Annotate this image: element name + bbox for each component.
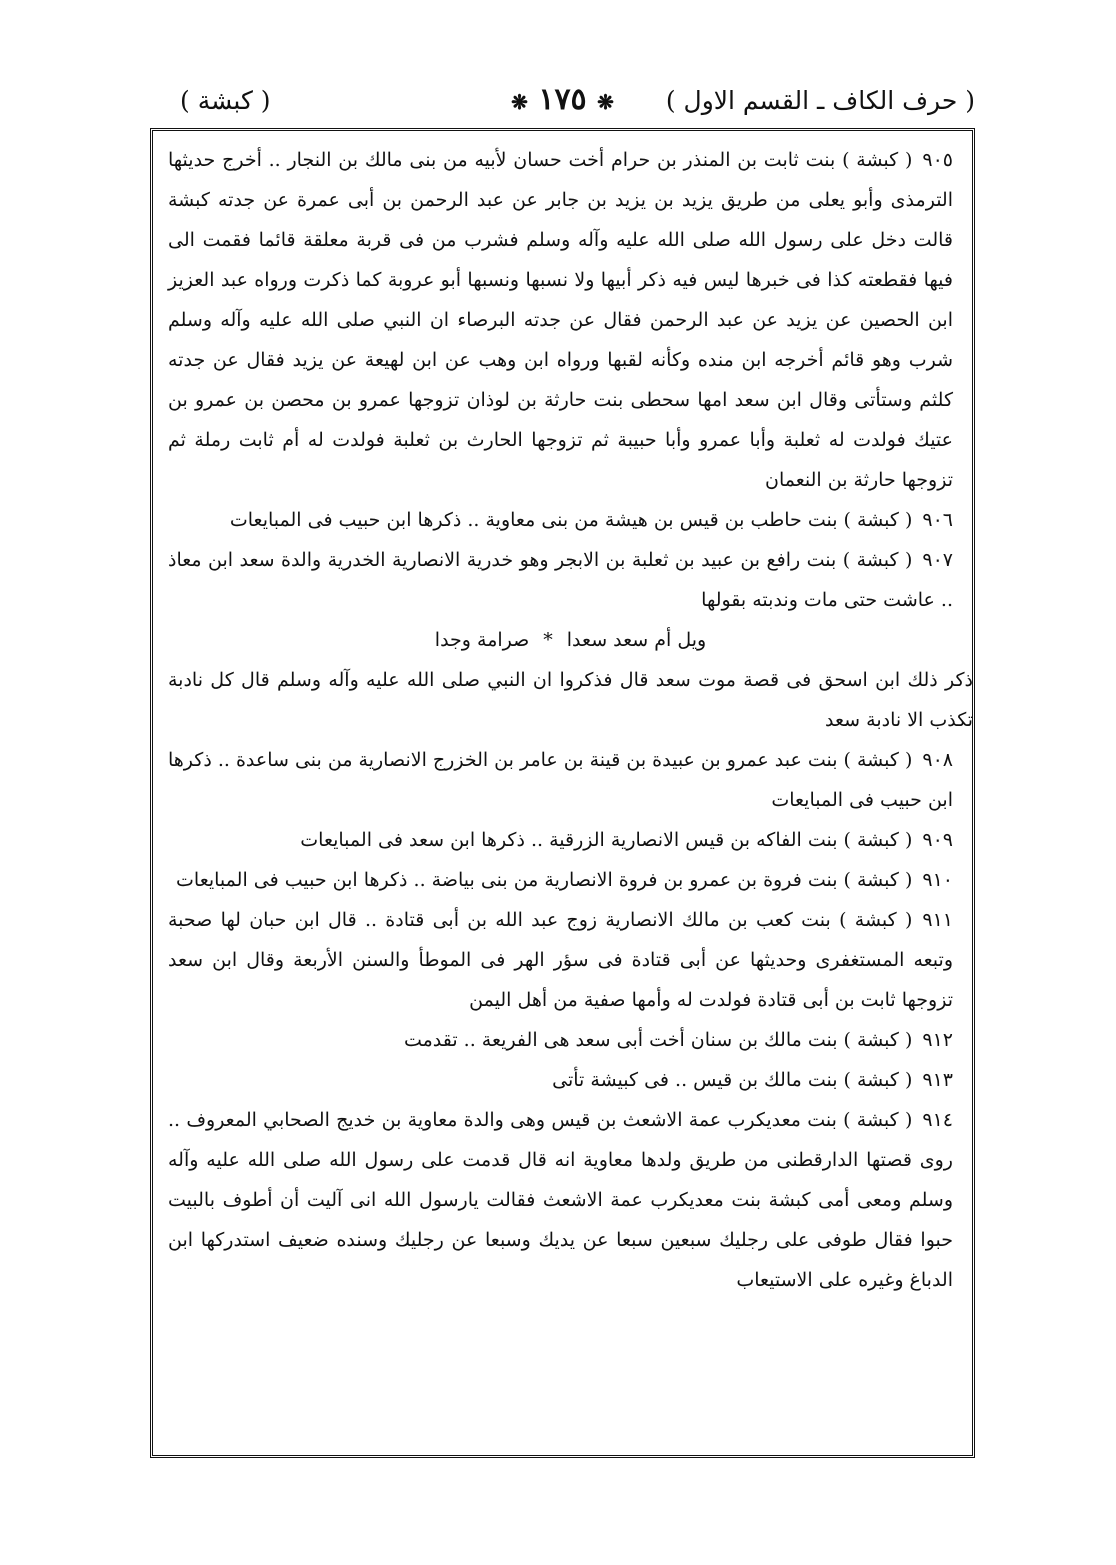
entry-number: ٩٠٩ (922, 829, 953, 851)
entry-907-continuation (168, 660, 973, 740)
entry-text: ( كبشة ) بنت مالك بن قيس .. فى كبيشة تأتى (552, 1069, 913, 1091)
entry-number: ٩١٢ (922, 1029, 953, 1051)
entry-905 (168, 140, 973, 500)
entry-number: ٩١٠ (922, 869, 953, 891)
entry-908 (168, 740, 973, 820)
page-number: ❋ ١٧٥ ❋ (511, 82, 614, 117)
section-title: ( حرف الكاف ـ القسم الاول ) (665, 86, 975, 115)
entry-text: ذكر ذلك ابن اسحق فى قصة موت سعد قال فذكروا ان النبي صلى الله عليه وآله وسلم قال كل نادبة تكذب الا نادبة سعد (168, 669, 973, 731)
entry-913 (168, 1060, 973, 1100)
entry-text: ( كبشة ) بنت حاطب بن قيس بن هيشة من بنى معاوية .. ذكرها ابن حبيب فى المبايعات (229, 509, 913, 531)
entry-number: ٩٠٧ (922, 549, 953, 571)
main-text (168, 140, 973, 1300)
entry-number: ٩٠٦ (922, 509, 953, 531)
page-header (150, 78, 975, 128)
entry-number: ٩١٣ (922, 1069, 953, 1091)
page-number-value: ١٧٥ (538, 82, 587, 117)
entry-text: ( كبشة ) بنت كعب بن مالك الانصارية زوج عبد الله بن أبى قتادة .. قال ابن حبان لها صحبة وتبعه المستغفرى وحديثها عن أبى قتادة فى سؤر الهر فى الموطأ والسنن الأربعة وقال ابن سعد تزوجها ثابت بن أبى قتادة فولدت له وأمها صفية من أهل اليمن (168, 909, 953, 1011)
entry-910 (168, 860, 973, 900)
poem-separator: * (543, 629, 553, 651)
poem-hemistich-left: صرامة وجدا (434, 629, 530, 651)
entry-text: ( كبشة ) بنت الفاكه بن قيس الانصارية الزرقية .. ذكرها ابن سعد فى المبايعات (300, 829, 913, 851)
entry-912 (168, 1020, 973, 1060)
entry-907 (168, 540, 973, 620)
entry-heading: ( كبشة ) (180, 86, 271, 115)
entry-number: ٩١٤ (922, 1109, 953, 1131)
poem-verse (168, 620, 973, 660)
entry-911 (168, 900, 973, 1020)
entry-text: ( كبشة ) بنت فروة بن عمرو بن فروة الانصارية من بنى بياضة .. ذكرها ابن حبيب فى المبايعات (176, 869, 913, 891)
entry-number: ٩٠٨ (922, 749, 953, 771)
entry-909 (168, 820, 973, 860)
entry-number: ٩١١ (922, 909, 953, 931)
entry-914 (168, 1100, 973, 1300)
entry-text: ( كبشة ) بنت رافع بن عبيد بن ثعلبة بن الابجر وهو خدرية الانصارية الخدرية والدة سعد ابن معاذ .. عاشت حتى مات وندبته بقولها (168, 549, 953, 611)
entry-number: ٩٠٥ (922, 149, 953, 171)
entry-text: ( كبشة ) بنت مالك بن سنان أخت أبى سعد هى الفريعة .. تقدمت (403, 1029, 913, 1051)
entry-text: ( كبشة ) بنت عبد عمرو بن عبيدة بن قينة بن عامر بن الخزرج الانصارية من بنى ساعدة .. ذكرها ابن حبيب فى المبايعات (167, 749, 953, 811)
poem-hemistich-right: ويل أم سعد سعدا (566, 629, 707, 651)
entry-text: ( كبشة ) بنت ثابت بن المنذر بن حرام أخت حسان لأبيه من بنى مالك بن النجار .. أخرج حديثها الترمذى وأبو يعلى من طريق يزيد بن يزيد بن جابر عن عبد الرحمن بن أبى عمرة عن جدته كبشة قالت دخل على رسول الله صلى الله عليه وآله وسلم فشرب من فى قربة معلقة قائما فقمت الى فيها فقطعته كذا فى خبرها ليس فيه ذكر أبيها ولا نسبها ونسبها أبو عروبة كما ذكرت ورواه عبد العزيز ابن الحصين عن يزيد عن عبد الرحمن فقال عن جدته البرصاء ان النبي صلى الله عليه وآله وسلم شرب وهو قائم أخرجه ابن منده وكأنه لقبها ورواه ابن وهب عن ابن لهيعة عن يزيد فقال عن جدته كلثم وستأتى وقال ابن سعد امها سحطى بنت حارثة بن لوذان تزوجها عمرو بن محصن بن عمرو بن عتيك فولدت له ثعلبة وأبا عمرو وأبا حبيبة ثم تزوجها الحارث بن ثعلبة فولدت له أم ثابت رملة ثم تزوجها حارثة بن النعمان (168, 149, 953, 491)
entry-906 (168, 500, 973, 540)
entry-text: ( كبشة ) بنت معديكرب عمة الاشعث بن قيس وهى والدة معاوية بن خديج الصحابي المعروف .. روى قصتها الدارقطنى من طريق ولدها معاوية انه قال قدمت على رسول الله صلى الله عليه وآله وسلم ومعى أمى كبشة بنت معديكرب عمة الاشعث فقالت يارسول الله انى آليت أن أطوف بالبيت حبوا فقال طوفى على رجليك سبعين سبعا عن يديك وسبعا عن رجليك وسنده ضعيف استدركها ابن الدباغ وغيره على الاستيعاب (168, 1109, 953, 1291)
